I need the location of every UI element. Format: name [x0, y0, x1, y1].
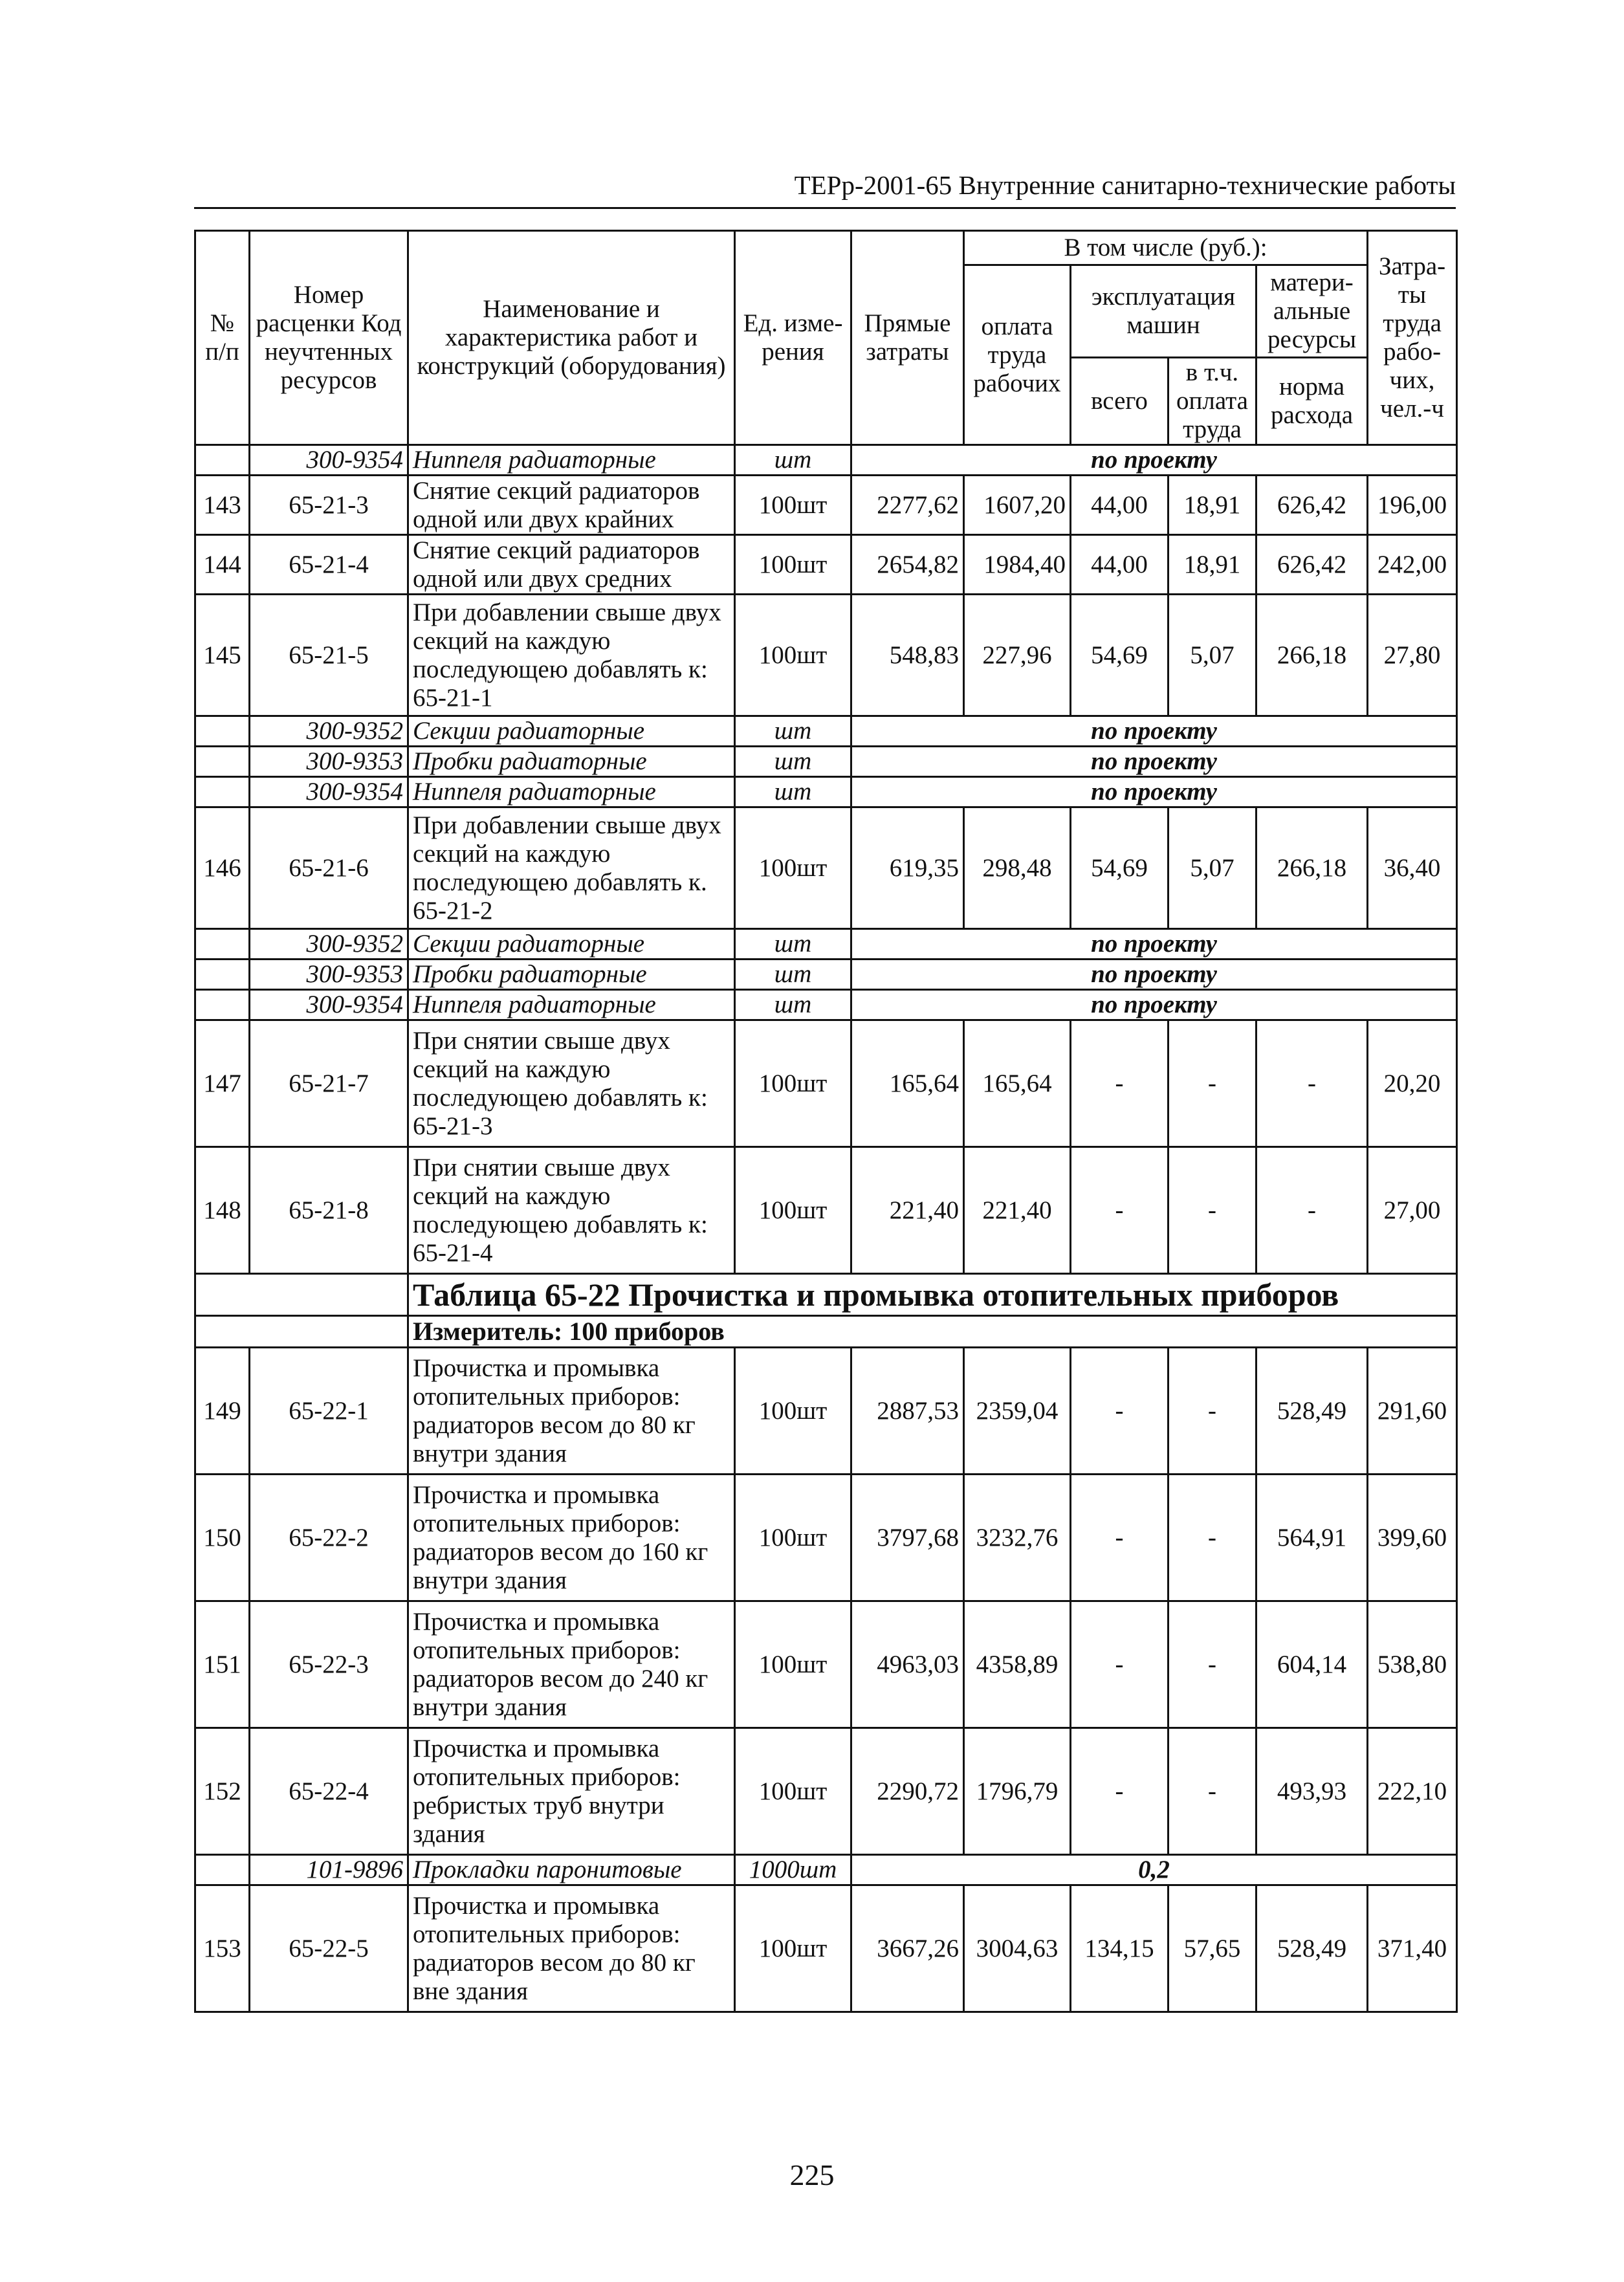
resource-value: по проекту [851, 777, 1457, 807]
row-num: 145 [195, 595, 250, 716]
row-wages: 3004,63 [964, 1885, 1071, 2012]
row-name: При снятии свыше двух секций на каждую последующею добавлять к: 65-21-3 [408, 1020, 735, 1147]
row-num: 151 [195, 1601, 250, 1728]
row-name: Прочистка и промывка отопительных приборов: радиаторов весом до 160 кг внутри здания [408, 1475, 735, 1601]
row-name: При снятии свыше двух секций на каждую последующею добавлять к: 65-21-4 [408, 1147, 735, 1274]
row-materials: 528,49 [1256, 1348, 1368, 1475]
row-unit: 100шт [735, 476, 851, 535]
resource-unit: шт [735, 747, 851, 777]
row-machine-wages: 5,07 [1169, 595, 1256, 716]
row-labor: 399,60 [1368, 1475, 1457, 1601]
row-num: 149 [195, 1348, 250, 1475]
row-name: Прочистка и промывка отопительных приборов: радиаторов весом до 240 кг внутри здания [408, 1601, 735, 1728]
row-num: 147 [195, 1020, 250, 1147]
row-name: При добавлении свыше двух секций на каждую последующею добавлять к: 65-21-1 [408, 595, 735, 716]
row-materials: 626,42 [1256, 476, 1368, 535]
resource-unit: шт [735, 777, 851, 807]
resource-code: 300-9354 [250, 990, 408, 1020]
row-code: 65-22-4 [250, 1728, 408, 1855]
row-num: 143 [195, 476, 250, 535]
header-row-1 [195, 231, 1457, 265]
resource-row [195, 1855, 1457, 1885]
resource-value: по проекту [851, 716, 1457, 747]
row-wages: 1984,40 [964, 535, 1071, 595]
resource-code: 300-9354 [250, 777, 408, 807]
table-row [195, 1601, 1457, 1728]
row-code: 65-22-3 [250, 1601, 408, 1728]
section-measure-row [195, 1316, 1457, 1348]
header-unit: Ед. изме-рения [735, 231, 851, 445]
resource-name: Ниппеля радиаторные [408, 990, 735, 1020]
row-direct: 548,83 [851, 595, 964, 716]
row-code: 65-21-7 [250, 1020, 408, 1147]
section-title-row [195, 1274, 1457, 1316]
row-num: 144 [195, 535, 250, 595]
resource-unit: шт [735, 960, 851, 990]
header-incl-wages: в т.ч. оплата труда [1169, 358, 1256, 445]
row-machine-wages: - [1169, 1475, 1256, 1601]
row-name: Снятие секций радиаторов одной или двух средних [408, 535, 735, 595]
row-labor: 538,80 [1368, 1601, 1457, 1728]
row-labor: 36,40 [1368, 807, 1457, 929]
resource-code: 300-9352 [250, 716, 408, 747]
row-direct: 221,40 [851, 1147, 964, 1274]
row-labor: 242,00 [1368, 535, 1457, 595]
table-row [195, 1147, 1457, 1274]
resource-code: 300-9352 [250, 929, 408, 960]
resource-row [195, 747, 1457, 777]
row-machines: - [1071, 1475, 1169, 1601]
section-title: Таблица 65-22 Прочистка и промывка отопительных приборов [408, 1274, 1457, 1316]
resource-code: 101-9896 [250, 1855, 408, 1885]
resource-name: Прокладки паронитовые [408, 1855, 735, 1885]
page-number: 225 [789, 2158, 835, 2191]
row-direct: 3797,68 [851, 1475, 964, 1601]
row-machine-wages: - [1169, 1147, 1256, 1274]
resource-value: по проекту [851, 990, 1457, 1020]
row-labor: 371,40 [1368, 1885, 1457, 2012]
header-name: Наименование и характеристика работ и конструкций (оборудования) [408, 231, 735, 445]
row-unit: 100шт [735, 807, 851, 929]
row-code: 65-22-1 [250, 1348, 408, 1475]
resource-row [195, 445, 1457, 476]
row-name: При добавлении свыше двух секций на каждую последующею добавлять к. 65-21-2 [408, 807, 735, 929]
row-labor: 291,60 [1368, 1348, 1457, 1475]
row-machines: - [1071, 1601, 1169, 1728]
row-labor: 196,00 [1368, 476, 1457, 535]
header-total: всего [1071, 358, 1169, 445]
table-row [195, 1475, 1457, 1601]
resource-value: по проекту [851, 747, 1457, 777]
row-machines: 54,69 [1071, 595, 1169, 716]
row-materials: 604,14 [1256, 1601, 1368, 1728]
row-materials: 564,91 [1256, 1475, 1368, 1601]
section-measure: Измеритель: 100 приборов [408, 1316, 1457, 1348]
row-direct: 165,64 [851, 1020, 964, 1147]
row-code: 65-22-5 [250, 1885, 408, 2012]
row-machines: - [1071, 1147, 1169, 1274]
row-materials: 626,42 [1256, 535, 1368, 595]
row-machine-wages: - [1169, 1728, 1256, 1855]
row-wages: 298,48 [964, 807, 1071, 929]
resource-row [195, 990, 1457, 1020]
resource-value: по проекту [851, 929, 1457, 960]
resource-name: Пробки радиаторные [408, 960, 735, 990]
header-direct: Прямые затраты [851, 231, 964, 445]
row-num: 148 [195, 1147, 250, 1274]
row-code: 65-21-5 [250, 595, 408, 716]
row-materials: 266,18 [1256, 595, 1368, 716]
row-wages: 221,40 [964, 1147, 1071, 1274]
header-code: Номер расценки Код неучтенных ресурсов [250, 231, 408, 445]
row-unit: 100шт [735, 1601, 851, 1728]
row-machines: - [1071, 1348, 1169, 1475]
row-machine-wages: - [1169, 1348, 1256, 1475]
rates-table [194, 230, 1458, 2013]
row-direct: 2277,62 [851, 476, 964, 535]
resource-name: Ниппеля радиаторные [408, 445, 735, 476]
row-materials: 266,18 [1256, 807, 1368, 929]
row-direct: 4963,03 [851, 1601, 964, 1728]
header-num: № п/п [195, 231, 250, 445]
row-name: Прочистка и промывка отопительных приборов: радиаторов весом до 80 кг вне здания [408, 1885, 735, 2012]
row-name: Снятие секций радиаторов одной или двух крайних [408, 476, 735, 535]
resource-code: 300-9353 [250, 747, 408, 777]
table-row [195, 535, 1457, 595]
resource-code: 300-9354 [250, 445, 408, 476]
table-row [195, 595, 1457, 716]
row-direct: 2887,53 [851, 1348, 964, 1475]
table-row [195, 1728, 1457, 1855]
row-unit: 100шт [735, 1885, 851, 2012]
header-labor: Затра-ты труда рабо-чих, чел.-ч [1368, 231, 1457, 445]
resource-name: Ниппеля радиаторные [408, 777, 735, 807]
resource-name: Секции радиаторные [408, 716, 735, 747]
row-direct: 619,35 [851, 807, 964, 929]
header-materials: матери-альные ресурсы [1256, 265, 1368, 358]
row-machines: - [1071, 1020, 1169, 1147]
table-row [195, 476, 1457, 535]
row-num: 153 [195, 1885, 250, 2012]
row-direct: 2654,82 [851, 535, 964, 595]
row-labor: 20,20 [1368, 1020, 1457, 1147]
table-row [195, 1885, 1457, 2012]
resource-name: Пробки радиаторные [408, 747, 735, 777]
row-wages: 3232,76 [964, 1475, 1071, 1601]
row-unit: 100шт [735, 1348, 851, 1475]
row-unit: 100шт [735, 535, 851, 595]
resource-unit: шт [735, 445, 851, 476]
resource-value: по проекту [851, 445, 1457, 476]
resource-row [195, 960, 1457, 990]
row-num: 152 [195, 1728, 250, 1855]
row-machine-wages: 18,91 [1169, 535, 1256, 595]
row-materials: - [1256, 1020, 1368, 1147]
resource-unit: шт [735, 716, 851, 747]
row-labor: 27,00 [1368, 1147, 1457, 1274]
header-norm: норма расхода [1256, 358, 1368, 445]
row-machines: 134,15 [1071, 1885, 1169, 2012]
row-name: Прочистка и промывка отопительных приборов: радиаторов весом до 80 кг внутри здания [408, 1348, 735, 1475]
resource-row [195, 777, 1457, 807]
row-wages: 165,64 [964, 1020, 1071, 1147]
resource-row [195, 929, 1457, 960]
row-name: Прочистка и промывка отопительных приборов: ребристых труб внутри здания [408, 1728, 735, 1855]
resource-row [195, 716, 1457, 747]
row-machines: 44,00 [1071, 476, 1169, 535]
resource-name: Секции радиаторные [408, 929, 735, 960]
row-materials: 493,93 [1256, 1728, 1368, 1855]
row-machines: - [1071, 1728, 1169, 1855]
row-unit: 100шт [735, 1475, 851, 1601]
row-code: 65-21-8 [250, 1147, 408, 1274]
resource-unit: 1000шт [735, 1855, 851, 1885]
resource-unit: шт [735, 929, 851, 960]
row-code: 65-21-3 [250, 476, 408, 535]
row-machines: 54,69 [1071, 807, 1169, 929]
row-machine-wages: 5,07 [1169, 807, 1256, 929]
row-machine-wages: - [1169, 1020, 1256, 1147]
row-num: 150 [195, 1475, 250, 1601]
row-machine-wages: - [1169, 1601, 1256, 1728]
table-row [195, 807, 1457, 929]
resource-unit: шт [735, 990, 851, 1020]
row-wages: 2359,04 [964, 1348, 1071, 1475]
row-direct: 3667,26 [851, 1885, 964, 2012]
resource-value: по проекту [851, 960, 1457, 990]
resource-value: 0,2 [851, 1855, 1457, 1885]
row-direct: 2290,72 [851, 1728, 964, 1855]
header-machines: эксплуатация машин [1071, 265, 1256, 358]
row-code: 65-21-4 [250, 535, 408, 595]
header-wages: оплата труда рабочих [964, 265, 1071, 445]
row-unit: 100шт [735, 1728, 851, 1855]
row-wages: 1607,20 [964, 476, 1071, 535]
row-labor: 27,80 [1368, 595, 1457, 716]
row-unit: 100шт [735, 1020, 851, 1147]
resource-code: 300-9353 [250, 960, 408, 990]
row-materials: 528,49 [1256, 1885, 1368, 2012]
row-num: 146 [195, 807, 250, 929]
row-materials: - [1256, 1147, 1368, 1274]
row-unit: 100шт [735, 595, 851, 716]
table-row [195, 1020, 1457, 1147]
row-code: 65-21-6 [250, 807, 408, 929]
row-wages: 1796,79 [964, 1728, 1071, 1855]
row-labor: 222,10 [1368, 1728, 1457, 1855]
header-incl: В том числе (руб.): [964, 231, 1368, 265]
row-machine-wages: 57,65 [1169, 1885, 1256, 2012]
table-row [195, 1348, 1457, 1475]
row-code: 65-22-2 [250, 1475, 408, 1601]
row-wages: 227,96 [964, 595, 1071, 716]
row-wages: 4358,89 [964, 1601, 1071, 1728]
row-unit: 100шт [735, 1147, 851, 1274]
row-machine-wages: 18,91 [1169, 476, 1256, 535]
running-head: ТЕРр-2001-65 Внутренние санитарно-технические работы [194, 170, 1456, 209]
row-machines: 44,00 [1071, 535, 1169, 595]
